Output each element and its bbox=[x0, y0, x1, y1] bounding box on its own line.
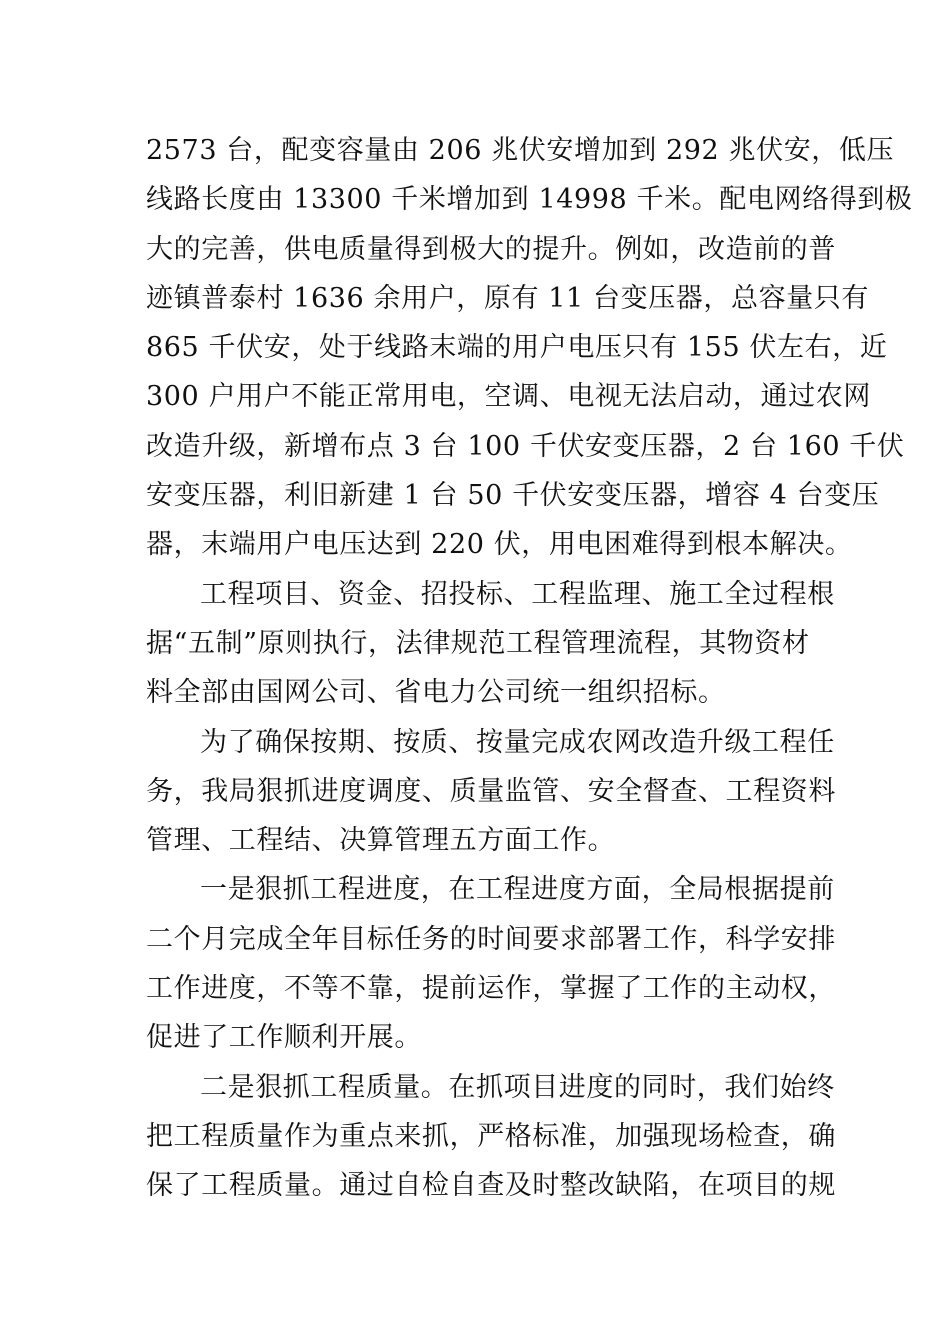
text-line: 二是狠抓工程质量。在抓项目进度的同时，我们始终 bbox=[200, 1071, 835, 1103]
text-line: 大的完善，供电质量得到极大的提升。例如，改造前的普 bbox=[146, 233, 836, 265]
text-line: 二个月完成全年目标任务的时间要求部署工作，科学安排 bbox=[146, 923, 836, 955]
paragraph bbox=[146, 718, 836, 866]
text-line: 务，我局狠抓进度调度、质量监管、安全督查、工程资料 bbox=[146, 775, 836, 807]
text-line: 据“五制”原则执行，法律规范工程管理流程，其物资材 bbox=[146, 627, 810, 659]
text-line: 料全部由国网公司、省电力公司统一组织招标。 bbox=[146, 677, 726, 709]
text-line: 把工程质量作为重点来抓，严格标准，加强现场检查，确 bbox=[146, 1120, 836, 1152]
paragraph bbox=[146, 570, 835, 718]
text-line: 管理、工程结、决算管理五方面工作。 bbox=[146, 825, 616, 857]
text-line: 促进了工作顺利开展。 bbox=[146, 1022, 422, 1054]
text-line: 2573 台，配变容量由 206 兆伏安增加到 292 兆伏安，低压 bbox=[146, 135, 895, 166]
document-body bbox=[146, 126, 913, 1211]
text-line: 迹镇普泰村 1636 余用户，原有 11 台变压器，总容量只有 bbox=[146, 282, 869, 314]
text-line: 为了确保按期、按质、按量完成农网改造升级工程任 bbox=[200, 726, 835, 758]
text-line: 线路长度由 13300 千米增加到 14998 千米。配电网络得到极 bbox=[146, 184, 913, 216]
text-line: 改造升级，新增布点 3 台 100 千伏安变压器，2 台 160 千伏 bbox=[146, 430, 905, 462]
text-line: 保了工程质量。通过自检自查及时整改缺陷，在项目的规 bbox=[146, 1170, 836, 1202]
text-line: 工程项目、资金、招投标、工程监理、施工全过程根 bbox=[200, 578, 835, 610]
paragraph bbox=[146, 126, 913, 570]
text-line: 器，末端用户电压达到 220 伏，用电困难得到根本解决。 bbox=[146, 529, 853, 561]
text-line: 一是狠抓工程进度，在工程进度方面，全局根据提前 bbox=[200, 874, 835, 906]
paragraph bbox=[146, 1063, 836, 1211]
text-line: 300 户用户不能正常用电，空调、电视无法启动，通过农网 bbox=[146, 381, 871, 413]
text-line: 工作进度，不等不靠，提前运作，掌握了工作的主动权， bbox=[146, 973, 836, 1005]
text-line: 865 千伏安，处于线路末端的用户电压只有 155 伏左右，近 bbox=[146, 332, 888, 364]
paragraph bbox=[146, 865, 836, 1062]
text-line: 安变压器，利旧新建 1 台 50 千伏安变压器，增容 4 台变压 bbox=[146, 480, 880, 512]
